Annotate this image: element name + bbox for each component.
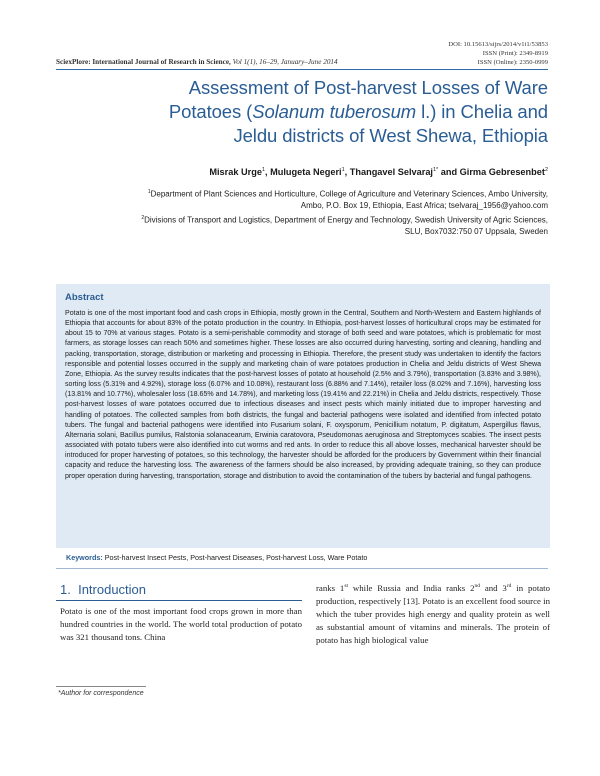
section-heading-introduction: 1. Introduction [60,582,147,597]
section-underline [56,600,302,601]
keywords-divider [56,568,548,569]
doi: DOI: 10.15613/sijrs/2014/v1i1/53853 [448,41,548,48]
abstract-box [56,284,550,548]
keywords [66,553,367,562]
intro-right-column: ranks 1st while Russia and India ranks 2nd and 3rd in potato production, respectively [13]. Potato is an excellent food source in which the tuber provides high energy and quality protein as well as substantial amount of vitamins and minerals. The protein of potato has high biological value [316,582,551,645]
footnote-divider [56,686,146,687]
title-line-2: Potatoes (Solanum tuberosum l.) in Chelia and [168,101,548,122]
issn-print: ISSN (Print): 2349-8919 [482,50,548,57]
journal-name: SciexPlore: International Journal of Research in Science, [56,58,231,66]
header-divider [56,69,548,70]
author-list: Misrak Urge$^1$, Mulugeta Negeri$^1$, Thangavel Selvaraj$^{1*}$ and Girma Gebresenbet$^2$ [209,167,548,178]
journal-identifiers [448,40,548,67]
issn-online: ISSN (Online): 2350-0999 [477,59,548,66]
abstract-text: Potato is one of the most important food and cash crops in Ethiopia, mostly grown in the Central, Southern and North-Western and Eastern highlands of Ethiopia that accounts for about 83% of the potato production in the country. In Ethiopia, post-harvest losses of horticultural crops may be estimated for about 15 to 70% at various stages. Potato is a semi-perishable commodity and storage of both seed and ware potatoes, which is problematic for most farmers, as storage losses can reach 50% and sometimes higher. These losses are also occurred during harvesting, sorting and cleaning, handling and packing, transportation, storage, distribution or marketing and processing in Ethiopia. Therefore, the present study was undertaken to identify the factors responsible and potential losses occurred in the supply and marketing chain of ware potatoes production in Chelia and Jeldu districts of West Shewa Zone, Ethiopia. As the survey results indicates that the post-harvest losses of potato at household (2.5% and 3.79%), transportation (3.83% and 3.98%), sorting loss (5.31% and 4.92%), storage loss (6.07% and 10.08%), restaurant loss (6.88% and 7.14%), retailer loss (8.02% and 7.16%), harvesting loss (13.81% and 10.77%), wholesaler loss (18.65% and 14.78%), and marketing loss (19.41% and 22.21%) in Chelia and Jeldu districts, respectively. Those post-harvest losses of ware potatoes occurred due to infectious diseases and insect pests which mainly initiated due to improper harvesting and handling of potatoes. The collected samples from both districts, the fungal and bacterial pathogens were isolated and identified from infected potato tubers. The fungal and bacterial pathogens were identified into Fusarium solani, F. oxysporum, Penicillium notatum, P. digitatum, Aspergillus flavus, Alternaria solani, Bacillus pumilus, Ralstonia solanacearum, Erwinia caratovora, Pseudomonas aeruginosa and Streptomyces scabies. The insect pests associated with potato tubers were also identified into cut worms and red ants. In order to reduce this all above losses, mechanical harvester should be introduced for proper harvesting of potatoes, so this technology, the harvester should be afforded for the producers by Government within their financial capacity and reduce the harvesting loss. The awareness of the farmers should be also increased, by providing adequate training, so they can produce proper operation during harvesting, transportation, storage and distribution to avoid the contamination of the tubers by bacterial and fungal pathogens. [65,310,541,480]
author: Thangavel Selvaraj [349,167,433,178]
author: Misrak Urge [209,167,262,178]
abstract-heading: Abstract [65,292,104,303]
keywords-label: Keywords: [66,553,103,562]
keywords-text: Post-harvest Insect Pests, Post-harvest Diseases, Post-harvest Loss, Ware Potato [104,553,368,562]
journal-citation [56,58,338,66]
author: Mulugeta Negeri [270,167,342,178]
title-line-1: Assessment of Post-harvest Losses of Ware [188,77,548,98]
author: Girma Gebresenbet [459,167,545,178]
journal-volume: Vol 1(1), 16–29, January–June 2014 [232,58,338,66]
affiliation-1: $^1$Department of Plant Sciences and Horticulture, College of Agriculture and Veterinary Sciences, Ambo University, Ambo, P.O. Box 19, Ethiopia, East Africa; tselvaraj_1956@yahoo.com [147,189,548,211]
title-line-3: Jeldu districts of West Shewa, Ethiopia [233,125,548,146]
species-name: Solanum tuberosum [252,101,417,122]
intro-left-column: Potato is one of the most important food crops grown in more than hundred countries in the world. The world total production of potato was 321 thousand tons. China [60,606,302,642]
affiliation-2: $^2$Divisions of Transport and Logistics, Department of Energy and Technology, Swedish University of Agric Sciences, SLU, Box7032:750 07 Uppsala, Sweden [141,215,548,237]
corresponding-author-note: *Author for correspondence [58,690,144,697]
paper-title [56,76,548,148]
